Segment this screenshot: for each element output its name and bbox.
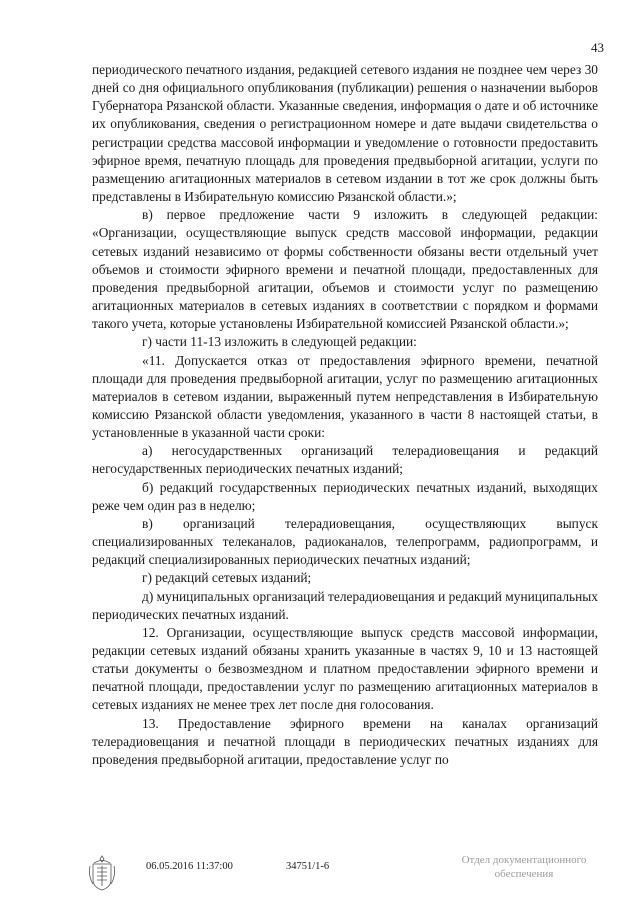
paragraph: 12. Организации, осуществляющие выпуск средств массовой информации, редакции сетевых изданий обязаны хранить указанные в частях 9, 10 и 13 настоящей статьи документы о безвозмездном и платном предоставлении эфирного времени и печатной площади, предоставлении услуг по размещению агитационных материалов в сетевых изданиях не менее трех лет после дня голосования. (92, 624, 598, 713)
stamp-line: Отдел документационного (461, 854, 587, 866)
paragraph: «11. Допускается отказ от предоставления эфирного времени, печатной площади для проведения предвыборной агитации, услуг по размещению агитационных материалов в сетевом издании, выраженный путем непредставления в Избирательную комиссию Рязанской области уведомления, указанного в части 8 настоящей статьи, в установленные в указанной части сроки: (92, 352, 598, 441)
page-number: 43 (591, 40, 604, 55)
paragraph: 13. Предоставление эфирного времени на каналах организаций телерадиовещания и печатной площади в периодических печатных изданиях для проведения предвыборной агитации, предоставление услуг по (92, 715, 598, 767)
paragraph: б) редакций государственных периодических печатных изданий, выходящих реже чем один раз в неделю; (92, 479, 598, 513)
paragraph: а) негосударственных организаций телерадиовещания и редакций негосударственных периодических печатных изданий; (92, 443, 598, 477)
paragraph: г) части 11-13 изложить в следующей редакции: (142, 334, 417, 350)
footer-doc-id: 34751/1-6 (286, 861, 330, 872)
footer-timestamp: 06.05.2016 11:37:00 (146, 861, 233, 872)
paragraph: периодического печатного издания, редакцией сетевого издания не позднее чем через 30 дней со дня официального опубликования (публикации) решения о назначении выборов Губернатора Рязанской области. Указанные сведения, информация о дате и об источнике их опубликования, сведения о регистрационном номере и дате выдачи свидетельства о регистрации средства массовой информации и уведомление о готовности предоставить эфирное время, печатную площадь для проведения предвыборной агитации, услуги по размещению агитационных материалов в сетевом издании в тот же срок должны быть представлены в Избирательную комиссию Рязанской области.»; (92, 62, 599, 205)
stamp-line: обеспечения (494, 868, 554, 880)
department-stamp (454, 853, 594, 881)
document-body (92, 61, 598, 769)
coat-of-arms-icon (88, 854, 116, 892)
paragraph: д) муниципальных организаций телерадиовещания и редакций муниципальных периодических печатных изданий. (92, 588, 598, 622)
paragraph: г) редакций сетевых изданий; (142, 570, 312, 586)
paragraph: в) первое предложение части 9 изложить в следующей редакции: «Организации, осуществляющие выпуск средств массовой информации, редакции сетевых изданий независимо от формы собственности обязаны вести отдельный учет объемов и стоимости эфирного времени и печатной площади, предоставленных для проведения предвыборной агитации, объемов и стоимости услуг по размещению агитационных материалов в сетевых изданиях в соответствии с порядком и формами такого учета, которые установлены Избирательной комиссией Рязанской области.»; (92, 207, 598, 332)
page-footer (0, 848, 640, 898)
paragraph: в) организаций телерадиовещания, осуществляющих выпуск специализированных телеканалов, радиоканалов, телепрограмм, радиопрограмм, и редакций специализированных периодических печатных изданий; (92, 515, 598, 568)
